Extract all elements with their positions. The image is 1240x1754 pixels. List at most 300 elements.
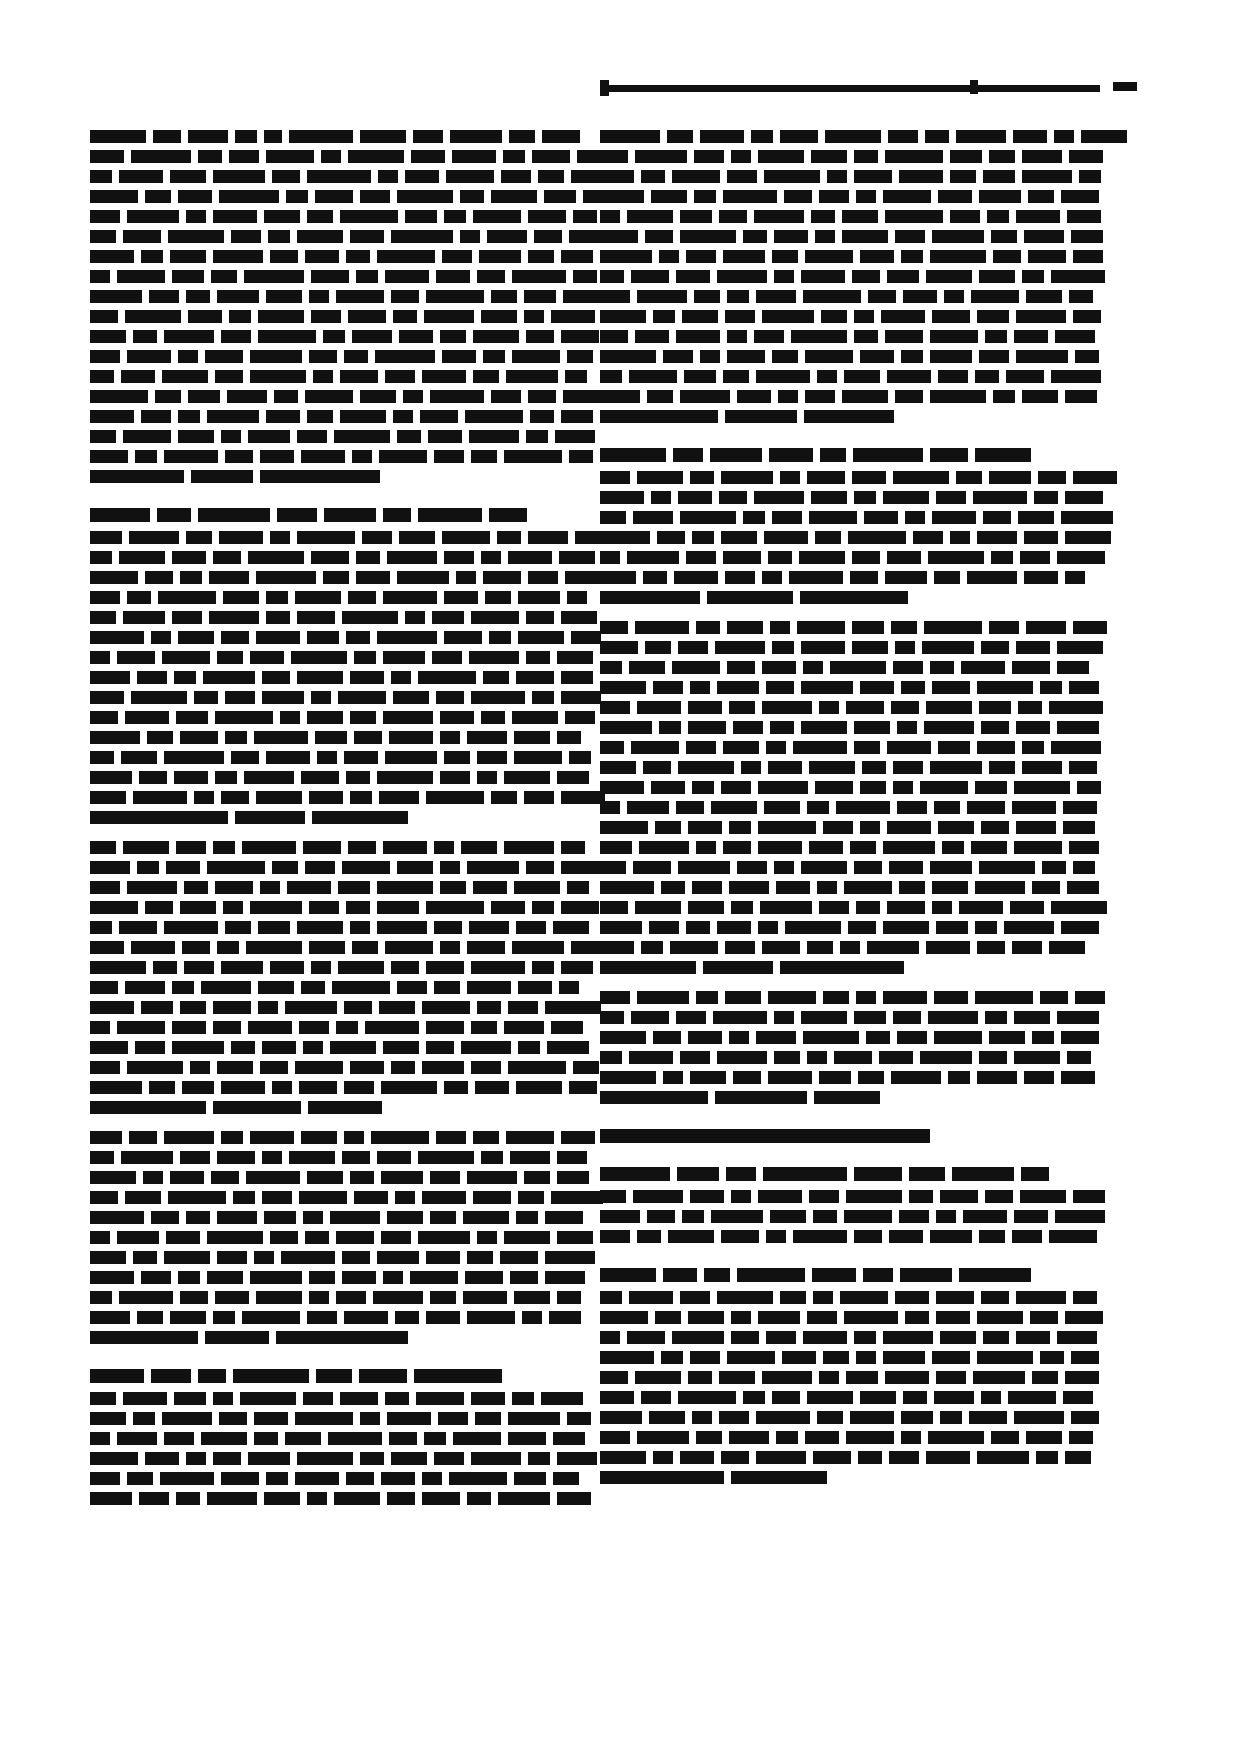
redacted-word — [1042, 861, 1066, 874]
redacted-word — [883, 991, 927, 1004]
redacted-word — [1057, 641, 1103, 654]
redacted-word — [561, 791, 605, 804]
text-line — [90, 941, 590, 954]
redacted-word — [90, 1061, 120, 1074]
redacted-word — [467, 1251, 493, 1264]
redacted-word — [123, 430, 171, 443]
redacted-word — [90, 751, 114, 764]
redacted-word — [387, 1492, 415, 1505]
redacted-word — [248, 1452, 290, 1465]
redacted-word — [1016, 1291, 1066, 1304]
redacted-word — [180, 571, 202, 584]
redacted-word — [758, 1190, 802, 1203]
redacted-word — [704, 1268, 730, 1282]
redacted-word — [727, 350, 765, 363]
redacted-word — [948, 1071, 970, 1084]
redacted-word — [1034, 491, 1058, 504]
redacted-word — [379, 791, 419, 804]
redacted-word — [90, 1331, 198, 1344]
redacted-word — [217, 651, 243, 664]
redacted-word — [635, 330, 669, 343]
redacted-word — [383, 1271, 403, 1284]
redacted-word — [863, 1268, 893, 1282]
redacted-word — [524, 1171, 550, 1184]
redacted-word — [600, 881, 654, 894]
redacted-word — [854, 861, 882, 874]
redacted-word — [950, 531, 970, 544]
redacted-word — [737, 861, 767, 874]
redacted-word — [160, 1472, 214, 1485]
redacted-word — [721, 781, 751, 794]
redacted-word — [477, 270, 505, 283]
redacted-word — [528, 531, 568, 544]
redacted-word — [180, 731, 218, 744]
redacted-word — [719, 1371, 755, 1384]
redacted-word — [676, 270, 710, 283]
redacted-word — [125, 981, 165, 994]
redacted-word — [221, 330, 251, 343]
redacted-word — [563, 290, 603, 303]
redacted-word — [201, 981, 251, 994]
redacted-word — [444, 751, 470, 764]
redacted-word — [715, 1091, 807, 1104]
redacted-word — [90, 1412, 126, 1425]
redacted-word — [1022, 170, 1072, 183]
redacted-word — [867, 941, 919, 954]
redacted-word — [342, 1151, 370, 1164]
redacted-word — [440, 711, 474, 724]
redacted-word — [207, 1492, 257, 1505]
text-line — [90, 1041, 590, 1054]
redacted-word — [506, 370, 558, 383]
redacted-word — [756, 290, 796, 303]
redacted-word — [1010, 901, 1044, 914]
redacted-word — [133, 1412, 155, 1425]
redacted-word — [573, 210, 597, 223]
redacted-word — [1063, 801, 1097, 814]
redacted-word — [350, 1061, 384, 1074]
redacted-word — [737, 390, 771, 403]
redacted-word — [561, 250, 593, 263]
redacted-word — [356, 551, 380, 564]
redacted-word — [215, 1291, 249, 1304]
text-line — [600, 1071, 1100, 1084]
redacted-word — [460, 230, 480, 243]
redacted-word — [631, 741, 679, 754]
redacted-word — [600, 150, 628, 163]
redacted-word — [883, 921, 929, 934]
redacted-word — [991, 551, 1013, 564]
redacted-word — [600, 991, 630, 1004]
redacted-word — [383, 508, 411, 522]
redacted-word — [885, 1371, 929, 1384]
redacted-word — [963, 1210, 1007, 1223]
redacted-word — [336, 290, 384, 303]
redacted-word — [168, 230, 224, 243]
column-right — [600, 130, 1100, 1491]
redacted-word — [600, 1011, 624, 1024]
redacted-word — [766, 1331, 796, 1344]
redacted-word — [893, 471, 949, 484]
redacted-word — [561, 1131, 595, 1144]
redacted-word — [969, 1411, 1007, 1424]
redacted-word — [846, 701, 884, 714]
redacted-word — [657, 531, 685, 544]
redacted-word — [219, 531, 263, 544]
redacted-word — [723, 190, 777, 203]
redacted-word — [434, 981, 460, 994]
heading-line — [90, 508, 590, 522]
redacted-word — [920, 781, 968, 794]
redacted-word — [856, 1351, 876, 1364]
redacted-word — [381, 1231, 411, 1244]
redacted-word — [956, 471, 982, 484]
redacted-word — [90, 410, 134, 423]
redacted-word — [90, 811, 228, 824]
redacted-word — [1063, 1391, 1093, 1404]
redacted-word — [557, 1452, 597, 1465]
redacted-word — [312, 811, 408, 824]
redacted-word — [416, 1392, 464, 1405]
redacted-word — [1075, 350, 1099, 363]
paragraph-spacer — [90, 1121, 590, 1131]
redacted-word — [428, 430, 462, 443]
redacted-word — [303, 1392, 333, 1405]
redacted-word — [397, 571, 449, 584]
redacted-word — [397, 430, 421, 443]
text-line — [600, 741, 1100, 754]
redacted-word — [723, 741, 759, 754]
redacted-word — [127, 350, 171, 363]
redacted-word — [389, 1432, 417, 1445]
redacted-word — [631, 270, 669, 283]
redacted-word — [653, 1031, 681, 1044]
redacted-word — [600, 1268, 656, 1282]
redacted-word — [889, 861, 923, 874]
redacted-word — [932, 881, 968, 894]
redacted-word — [90, 1211, 144, 1224]
redacted-word — [800, 591, 908, 604]
redacted-word — [1036, 1451, 1058, 1464]
redacted-word — [801, 641, 845, 654]
redacted-word — [817, 1411, 843, 1424]
redacted-word — [285, 1432, 321, 1445]
redacted-word — [491, 290, 517, 303]
redacted-word — [600, 761, 636, 774]
redacted-word — [311, 961, 331, 974]
redacted-word — [164, 921, 218, 934]
redacted-word — [1069, 841, 1099, 854]
redacted-word — [854, 330, 878, 343]
redacted-word — [680, 1451, 714, 1464]
redacted-word — [440, 861, 460, 874]
redacted-word — [258, 330, 316, 343]
redacted-word — [1057, 721, 1099, 734]
redacted-word — [467, 981, 511, 994]
redacted-word — [510, 1151, 550, 1164]
redacted-word — [211, 270, 237, 283]
redacted-word — [774, 230, 808, 243]
redacted-word — [190, 1061, 210, 1074]
redacted-word — [690, 1190, 724, 1203]
redacted-word — [1057, 1331, 1097, 1344]
redacted-word — [762, 310, 814, 323]
redacted-word — [694, 290, 720, 303]
paragraph-spacer — [600, 430, 1100, 448]
text-line — [600, 1331, 1100, 1344]
redacted-word — [979, 861, 1035, 874]
redacted-word — [213, 1311, 235, 1324]
redacted-word — [344, 1131, 364, 1144]
redacted-word — [678, 491, 712, 504]
redacted-word — [1024, 571, 1058, 584]
redacted-word — [117, 651, 155, 664]
redacted-word — [1065, 390, 1097, 403]
redacted-word — [248, 551, 304, 564]
redacted-word — [813, 1451, 851, 1464]
redacted-word — [936, 1210, 956, 1223]
text-line — [90, 1131, 590, 1144]
redacted-word — [471, 961, 525, 974]
redacted-word — [561, 330, 599, 343]
redacted-word — [342, 861, 390, 874]
redacted-word — [90, 230, 116, 243]
redacted-word — [903, 290, 937, 303]
redacted-word — [90, 250, 134, 263]
text-line — [90, 811, 590, 824]
redacted-word — [803, 1031, 859, 1044]
redacted-word — [129, 1131, 157, 1144]
redacted-word — [977, 1451, 1029, 1464]
redacted-word — [436, 1131, 466, 1144]
redacted-word — [170, 170, 206, 183]
redacted-word — [934, 991, 968, 1004]
redacted-word — [819, 1071, 851, 1084]
redacted-word — [600, 531, 650, 544]
redacted-word — [768, 551, 792, 564]
redacted-word — [569, 751, 591, 764]
redacted-word — [153, 130, 181, 143]
redacted-word — [266, 1472, 288, 1485]
redacted-word — [567, 350, 593, 363]
redacted-word — [344, 1311, 388, 1324]
redacted-word — [532, 901, 554, 914]
text-line — [90, 1392, 590, 1405]
redacted-word — [881, 310, 925, 323]
redacted-word — [426, 1041, 454, 1054]
redacted-word — [799, 551, 845, 564]
redacted-word — [762, 1371, 812, 1384]
redacted-word — [305, 390, 353, 403]
redacted-word — [514, 1291, 550, 1304]
redacted-word — [571, 631, 601, 644]
redacted-word — [569, 450, 593, 463]
redacted-word — [301, 1131, 337, 1144]
redacted-word — [930, 1230, 972, 1243]
redacted-word — [573, 1061, 599, 1074]
text-line — [90, 1081, 590, 1094]
text-line — [90, 430, 590, 443]
redacted-word — [981, 1291, 1009, 1304]
redacted-word — [434, 450, 464, 463]
redacted-word — [475, 1412, 501, 1425]
redacted-word — [600, 1391, 634, 1404]
redacted-word — [246, 1171, 300, 1184]
redacted-word — [940, 1190, 978, 1203]
redacted-word — [854, 491, 876, 504]
paragraph — [90, 130, 590, 483]
text-line — [90, 1231, 590, 1244]
redacted-word — [899, 881, 925, 894]
redacted-word — [90, 841, 116, 854]
redacted-word — [176, 1492, 200, 1505]
redacted-word — [549, 1311, 581, 1324]
redacted-word — [727, 661, 755, 674]
redacted-word — [514, 1472, 546, 1485]
redacted-word — [723, 370, 749, 383]
text-line — [90, 190, 590, 203]
redacted-word — [627, 551, 679, 564]
redacted-word — [768, 991, 816, 1004]
redacted-word — [125, 1191, 161, 1204]
redacted-word — [600, 1071, 656, 1084]
paragraph — [90, 1131, 590, 1344]
heading-line — [600, 1167, 1100, 1181]
text-line — [600, 130, 1100, 143]
redacted-word — [246, 941, 302, 954]
redacted-word — [256, 571, 316, 584]
redacted-word — [244, 771, 294, 784]
redacted-word — [600, 511, 626, 524]
redacted-word — [901, 250, 923, 263]
redacted-word — [641, 941, 663, 954]
redacted-word — [600, 270, 624, 283]
redacted-word — [780, 961, 904, 974]
redacted-word — [727, 170, 757, 183]
redacted-word — [184, 961, 214, 974]
redacted-word — [637, 471, 683, 484]
redacted-word — [90, 150, 124, 163]
redacted-word — [250, 370, 306, 383]
redacted-word — [659, 721, 681, 734]
redacted-word — [901, 350, 923, 363]
redacted-word — [551, 1191, 603, 1204]
text-line — [600, 1411, 1100, 1424]
redacted-word — [854, 1167, 902, 1181]
redacted-word — [1065, 1451, 1091, 1464]
redacted-word — [1012, 661, 1050, 674]
redacted-word — [383, 841, 427, 854]
redacted-word — [471, 1061, 501, 1074]
redacted-word — [809, 761, 855, 774]
redacted-word — [467, 1171, 517, 1184]
text-line — [600, 1311, 1100, 1324]
redacted-word — [391, 671, 411, 684]
text-line — [600, 681, 1100, 694]
redacted-word — [731, 1471, 827, 1484]
redacted-word — [309, 1271, 335, 1284]
redacted-word — [891, 1071, 941, 1084]
redacted-word — [1067, 881, 1099, 894]
redacted-word — [141, 1001, 173, 1014]
redacted-word — [213, 841, 235, 854]
heading-line — [600, 1268, 1100, 1282]
redacted-word — [90, 901, 138, 914]
redacted-word — [856, 991, 876, 1004]
redacted-word — [90, 1369, 144, 1383]
redacted-word — [344, 1001, 372, 1014]
redacted-word — [967, 571, 1017, 584]
text-line — [600, 210, 1100, 223]
redacted-word — [600, 1351, 654, 1364]
redacted-word — [815, 230, 835, 243]
redacted-word — [887, 270, 919, 283]
text-line — [90, 551, 590, 564]
redacted-word — [467, 941, 505, 954]
redacted-word — [426, 1311, 460, 1324]
text-line — [90, 631, 590, 644]
redacted-word — [90, 651, 110, 664]
redacted-word — [117, 1021, 165, 1034]
redacted-word — [600, 641, 638, 654]
redacted-word — [90, 531, 122, 544]
text-line — [600, 761, 1100, 774]
redacted-word — [1014, 1011, 1050, 1024]
redacted-word — [307, 210, 333, 223]
redacted-word — [901, 1411, 933, 1424]
redacted-word — [340, 1392, 378, 1405]
redacted-word — [311, 270, 349, 283]
text-line — [90, 591, 590, 604]
redacted-word — [977, 310, 1009, 323]
redacted-word — [930, 350, 972, 363]
redacted-word — [446, 170, 494, 183]
redacted-word — [434, 841, 454, 854]
redacted-word — [117, 1231, 159, 1244]
redacted-word — [295, 591, 341, 604]
redacted-word — [600, 170, 634, 183]
redacted-word — [1013, 130, 1047, 143]
redacted-word — [350, 1171, 374, 1184]
redacted-word — [673, 448, 703, 462]
redacted-word — [711, 801, 757, 814]
header-marker-mid — [970, 80, 978, 94]
redacted-word — [1040, 1351, 1064, 1364]
redacted-word — [500, 1251, 538, 1264]
redacted-word — [627, 801, 669, 814]
redacted-word — [557, 1151, 587, 1164]
redacted-word — [989, 761, 1015, 774]
redacted-word — [758, 1311, 800, 1324]
text-line — [600, 250, 1100, 263]
redacted-word — [801, 1011, 847, 1024]
redacted-word — [647, 1210, 675, 1223]
redacted-word — [1069, 681, 1099, 694]
redacted-word — [442, 250, 472, 263]
redacted-word — [178, 430, 214, 443]
redacted-word — [850, 571, 878, 584]
paragraph — [600, 1190, 1100, 1243]
redacted-word — [481, 711, 505, 724]
redacted-word — [688, 1031, 722, 1044]
redacted-word — [264, 1211, 296, 1224]
header-rule — [600, 85, 1100, 92]
text-line — [600, 310, 1100, 323]
redacted-word — [274, 390, 298, 403]
redacted-word — [856, 901, 880, 914]
redacted-word — [387, 551, 437, 564]
text-line — [600, 190, 1100, 203]
